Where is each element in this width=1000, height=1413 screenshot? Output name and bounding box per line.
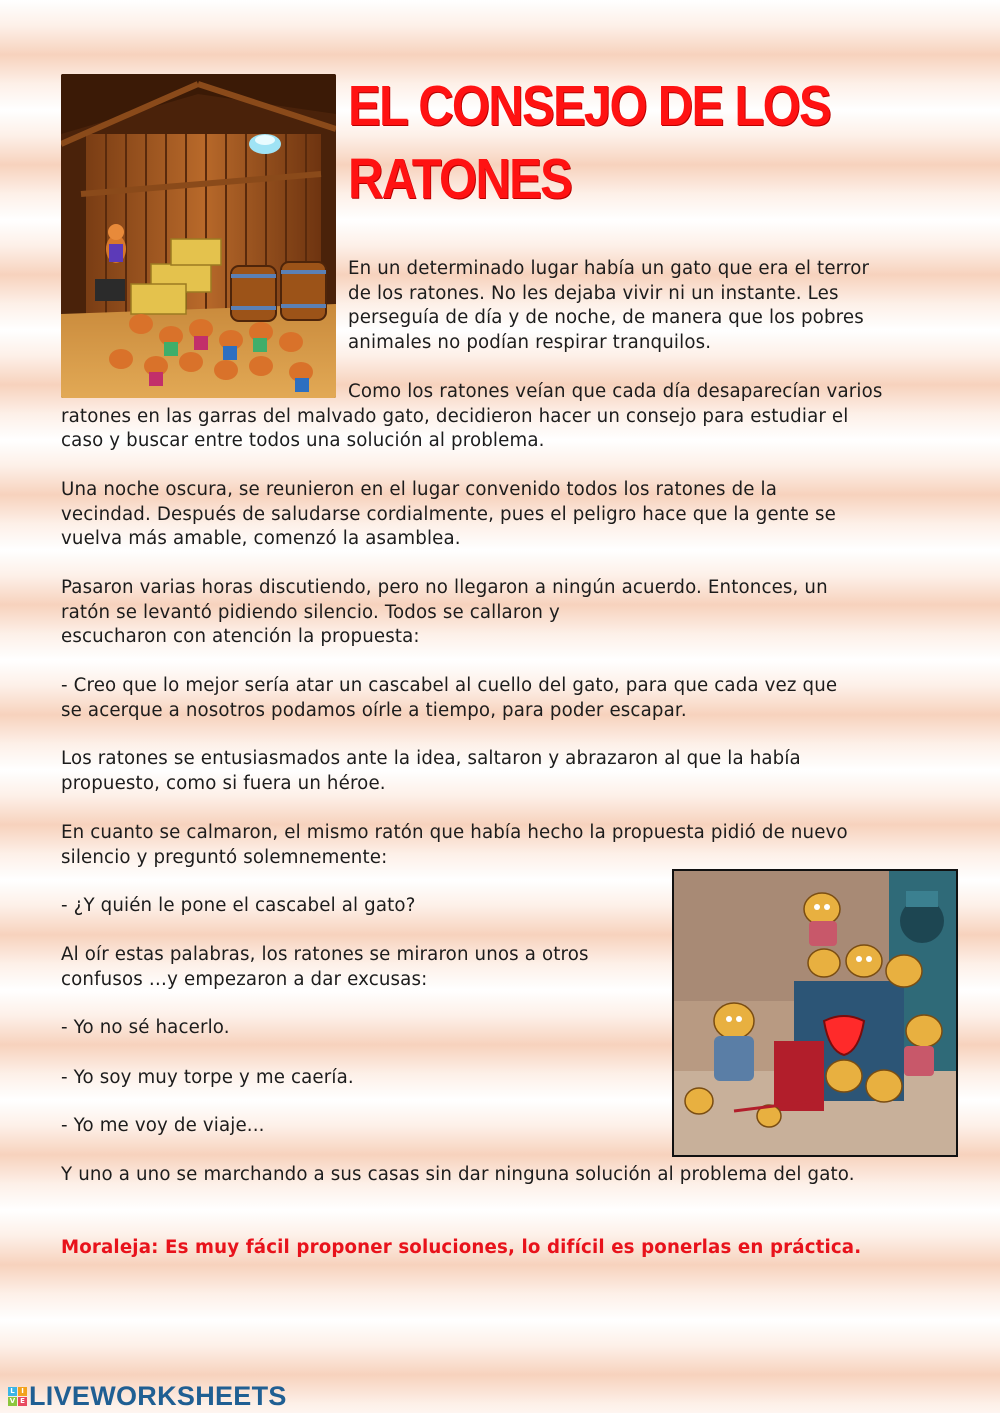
text-line: Una noche oscura, se reunieron en el lugar convenido todos los ratones de la — [61, 479, 778, 500]
text-line: perseguía de día y de noche, de manera que los pobres — [348, 307, 864, 329]
logo-text: LIVEWORKSHEETS — [29, 1381, 287, 1411]
text-line: - ¿Y quién le pone el cascabel al gato? — [61, 895, 416, 916]
text-line: Y uno a uno se marchando a sus casas sin dar ninguna solución al problema del gato. — [61, 1164, 855, 1185]
logo-letter: L — [8, 1387, 17, 1396]
mice-meeting-in-barn-illustration — [61, 74, 336, 398]
story-dialogue — [61, 894, 416, 919]
text-line: vecindad. Después de saludarse cordialmente, pues el peligro hace que la gente se — [61, 503, 837, 525]
story-paragraph — [61, 821, 848, 870]
text-line: En cuanto se calmaron, el mismo ratón que había hecho la propuesta pidió de nuevo — [61, 822, 848, 843]
moral-text: Moraleja: Es muy fácil proponer soluciones, lo difícil es ponerlas en práctica. — [61, 1237, 862, 1258]
text-line: vuelva más amable, comenzó la asamblea. — [61, 528, 461, 550]
text-line: ratones en las garras del malvado gato, decidieron hacer un consejo para estudiar el — [61, 405, 849, 427]
story-paragraph — [61, 943, 589, 992]
title-line: RATONES — [348, 147, 572, 211]
text-line: Como los ratones veían que cada día desaparecían varios — [348, 381, 883, 402]
text-line: ratón se levantó pidiendo silencio. Todos se callaron y — [61, 601, 560, 623]
story-paragraph — [61, 478, 836, 552]
logo-letter: I — [18, 1387, 27, 1396]
text-line: caso y buscar entre todos una solución al problema. — [61, 430, 545, 452]
text-line: animales no podían respirar tranquilos. — [348, 331, 712, 353]
title-line: EL CONSEJO DE LOS — [348, 74, 830, 138]
text-line: se acerque a nosotros podamos oírle a tiempo, para poder escapar. — [61, 699, 687, 721]
logo-letter: V — [9, 1397, 16, 1405]
story-dialogue — [61, 1114, 265, 1139]
text-line: escucharon con atención la propuesta: — [61, 626, 420, 648]
text-line: - Creo que lo mejor sería atar un cascabel al cuello del gato, para que cada vez que — [61, 675, 838, 696]
logo-mark — [8, 1387, 27, 1406]
story-dialogue — [61, 674, 837, 723]
text-line: Al oír estas palabras, los ratones se miraron unos a otros — [61, 944, 589, 965]
logo-letter: E — [18, 1397, 27, 1406]
story-dialogue — [61, 1066, 354, 1091]
mice-with-bell-illustration — [672, 869, 958, 1157]
text-line: propuesto, como si fuera un héroe. — [61, 772, 386, 794]
liveworksheets-logo — [8, 1381, 287, 1412]
story-paragraph — [61, 1163, 855, 1188]
text-line: silencio y preguntó solemnemente: — [61, 846, 388, 868]
text-line: - Yo me voy de viaje... — [61, 1115, 265, 1136]
text-line: En un determinado lugar había un gato que era el terror — [348, 258, 870, 279]
text-line: Los ratones se entusiasmados ante la idea, saltaron y abrazaron al que la había — [61, 748, 801, 769]
text-line: - Yo soy muy torpe y me caería. — [61, 1067, 354, 1088]
story-paragraph — [61, 576, 828, 650]
text-line: de los ratones. No les dejaba vivir ni un instante. Les — [348, 282, 839, 304]
story-paragraph — [61, 380, 883, 454]
text-line: confusos …y empezaron a dar excusas: — [61, 968, 428, 990]
story-dialogue — [61, 1016, 230, 1041]
text-line: Pasaron varias horas discutiendo, pero no llegaron a ningún acuerdo. Entonces, un — [61, 577, 828, 598]
story-paragraph — [348, 257, 869, 355]
text-line: - Yo no sé hacerlo. — [61, 1017, 230, 1038]
page-title — [348, 70, 881, 216]
story-paragraph — [61, 747, 801, 796]
